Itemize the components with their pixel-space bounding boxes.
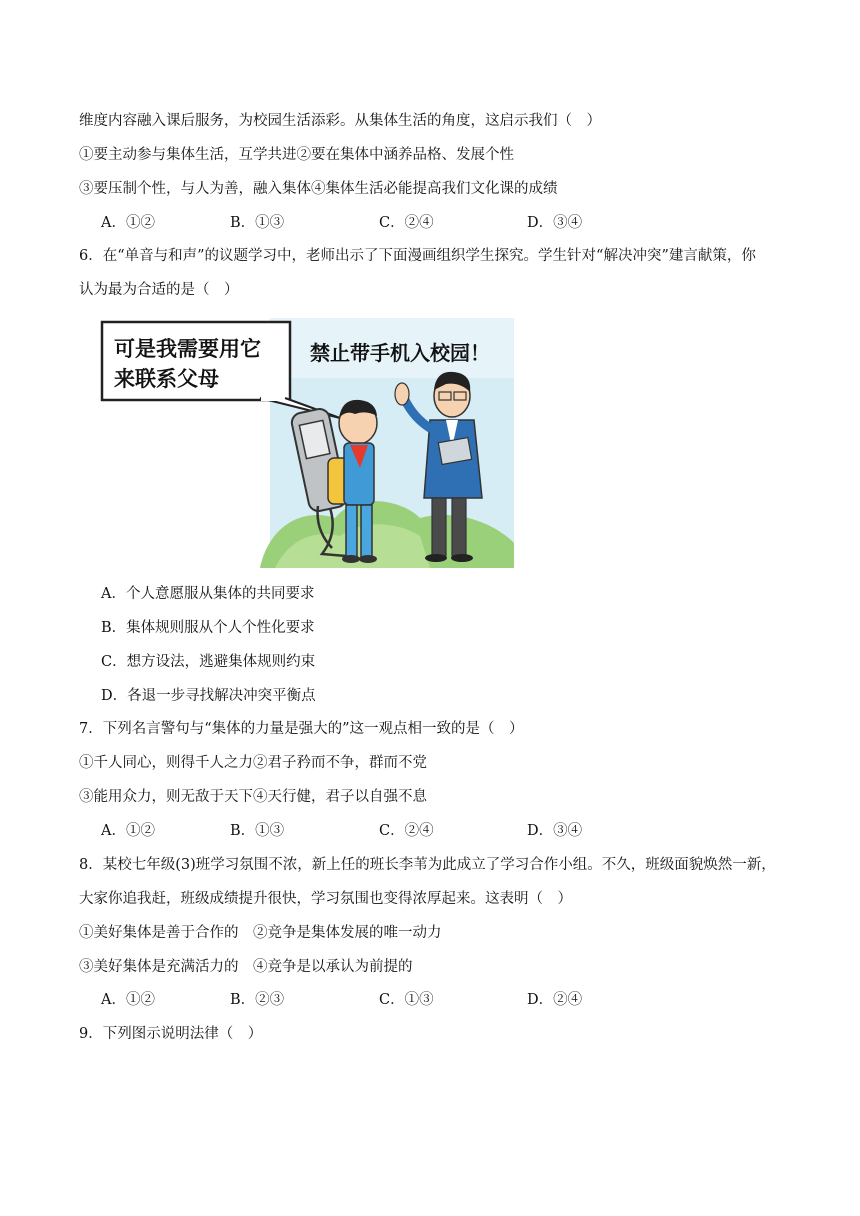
- no-phone-sign-text: 禁止带手机入校园！: [310, 341, 490, 365]
- q8-statements-line-1: ①美好集体是善于合作的 ②竞争是集体发展的唯一动力: [79, 925, 442, 941]
- q6-cartoon-illustration: [100, 318, 514, 568]
- q6-option-b: B．集体规则服从个人个性化要求: [101, 620, 315, 636]
- q6-option-d: D．各退一步寻找解决冲突平衡点: [101, 688, 316, 704]
- q6-stem-line-1: 6．在“单音与和声”的议题学习中，老师出示了下面漫画组织学生探究。学生针对“解决冲突”建言献策，你: [79, 248, 756, 264]
- bubble-text-line-2: 来联系父母: [114, 367, 219, 391]
- q7-option-b: B．①③: [230, 823, 285, 839]
- q5-option-c: C．②④: [379, 215, 434, 231]
- q7-statements-line-1: ①千人同心，则得千人之力②君子矜而不争，群而不党: [79, 755, 427, 771]
- q8-stem-line-1: 8．某校七年级(3)班学习氛围不浓，新上任的班长李苇为此成立了学习合作小组。不久，班级面貌焕然一新，: [79, 857, 776, 873]
- q6-option-a: A．个人意愿服从集体的共同要求: [101, 586, 315, 602]
- q8-option-a: A．①②: [101, 992, 155, 1008]
- q8-stem-line-2: 大家你追我赶，班级成绩提升很快，学习氛围也变得浓厚起来。这表明（ ）: [79, 891, 572, 907]
- q5-stem-continuation: 维度内容融入课后服务，为校园生活添彩。从集体生活的角度，这启示我们（ ）: [79, 113, 601, 129]
- q8-statements-line-2: ③美好集体是充满活力的 ④竞争是以承认为前提的: [79, 959, 413, 975]
- q5-statements-line-1: ①要主动参与集体生活，互学共进②要在集体中涵养品格、发展个性: [79, 147, 514, 163]
- q7-option-d: D．③④: [527, 823, 583, 839]
- q7-statements-line-2: ③能用众力，则无敌于天下④天行健，君子以自强不息: [79, 789, 427, 805]
- bubble-text-line-1: 可是我需要用它: [114, 337, 261, 361]
- q6-stem-line-2: 认为最为合适的是（ ）: [79, 282, 239, 298]
- q8-option-b: B．②③: [230, 992, 285, 1008]
- q8-option-c: C．①③: [379, 992, 434, 1008]
- q7-option-c: C．②④: [379, 823, 434, 839]
- q5-option-a: A．①②: [101, 215, 155, 231]
- q9-stem: 9．下列图示说明法律（ ）: [79, 1026, 263, 1042]
- q5-option-d: D．③④: [527, 215, 583, 231]
- q7-option-a: A．①②: [101, 823, 155, 839]
- q7-stem: 7．下列名言警句与“集体的力量是强大的”这一观点相一致的是（ ）: [79, 721, 524, 737]
- q6-option-c: C．想方设法，逃避集体规则约束: [101, 654, 316, 670]
- q5-statements-line-2: ③要压制个性，与人为善，融入集体④集体生活必能提高我们文化课的成绩: [79, 181, 558, 197]
- q8-option-d: D．②④: [527, 992, 583, 1008]
- q5-option-b: B．①③: [230, 215, 285, 231]
